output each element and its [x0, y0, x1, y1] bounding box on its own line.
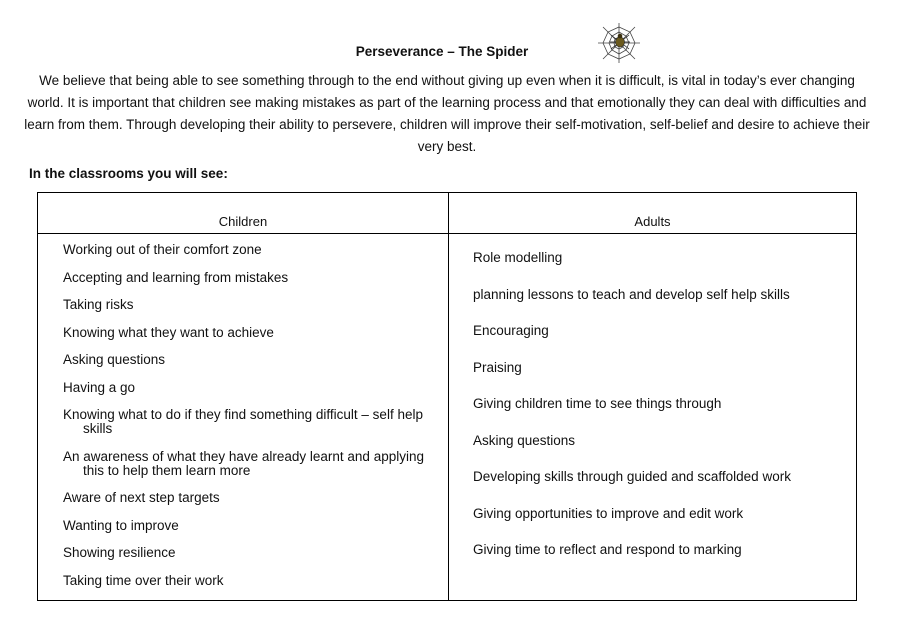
list-item: Asking questions [473, 432, 576, 448]
list-item: Showing resilience [63, 545, 176, 560]
list-item: Taking risks [63, 297, 134, 312]
list-item: Wanting to improve [63, 517, 179, 533]
comparison-table [37, 192, 857, 601]
section-heading: In the classrooms you will see: [29, 166, 228, 181]
list-item: Role modelling [473, 250, 563, 265]
spider-web-icon [597, 22, 641, 64]
list-item: Working out of their comfort zone [63, 242, 262, 257]
header-rule [38, 233, 856, 234]
page-title: Perseverance – The Spider [355, 44, 529, 59]
list-item: Knowing what to do if they find something difficult – self help skills [63, 407, 423, 436]
list-item: Taking time over their work [63, 572, 224, 588]
list-item: Aware of next step targets [63, 490, 220, 505]
list-item: planning lessons to teach and develop self help skills [473, 286, 790, 302]
list-item: Having a go [63, 379, 136, 395]
intro-paragraph: We believe that being able to see something through to the end without giving up even when it is difficult, is vital in today’s ever changing world. It is important that children see making mistakes as part of the learning process and that emotionally they can deal with difficulties and learn from them. Through developing their ability to persevere, children will improve their self-motivation, self-belief and desire to achieve their very best. [24, 73, 870, 154]
list-item: Giving children time to see things through [473, 396, 722, 411]
list-item: Knowing what they want to achieve [63, 324, 274, 340]
children-column-header: Children [218, 214, 268, 229]
list-item: An awareness of what they have already learnt and applying this to help them learn more [63, 448, 424, 478]
list-item: Praising [473, 359, 522, 375]
column-divider [448, 193, 449, 600]
list-item: Giving time to reflect and respond to marking [473, 542, 742, 557]
list-item: Giving opportunities to improve and edit work [473, 505, 744, 521]
children-list [63, 243, 443, 601]
adults-column-header: Adults [634, 214, 671, 229]
adults-list [473, 251, 848, 580]
list-item: Asking questions [63, 352, 166, 367]
list-item: Accepting and learning from mistakes [63, 269, 289, 285]
list-item: Developing skills through guided and scaffolded work [473, 469, 791, 484]
list-item: Encouraging [473, 323, 549, 338]
